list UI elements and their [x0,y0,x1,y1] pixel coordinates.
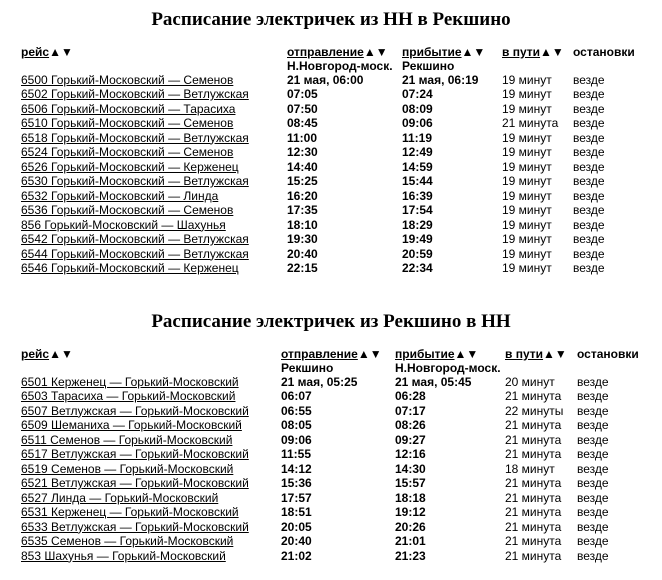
dep-station-label: Н.Новгород-моск. [287,58,393,73]
dep-cell: 06:55 [281,403,312,418]
dep-cell: 08:45 [287,116,318,130]
train-link[interactable]: 6507 Ветлужская — Горький-Московский [21,403,249,418]
train-link[interactable]: 6535 Семенов — Горький-Московский [21,534,234,548]
arr-cell: 15:57 [395,476,426,490]
table-row [21,375,641,390]
sort-link-dur[interactable]: в пути [505,347,544,361]
dep-cell: 17:35 [287,203,318,217]
train-link[interactable]: 6546 Горький-Московский — Керженец [21,261,239,275]
stops-cell: везде [577,548,609,563]
arr-cell: 21 мая, 05:45 [395,374,472,389]
table-row [21,476,641,491]
arr-cell: 18:29 [402,217,433,232]
table-row [21,447,641,462]
stops-cell: везде [573,232,605,246]
train-link[interactable]: 6500 Горький-Московский — Семенов [21,72,234,87]
column-header-train [21,45,73,60]
dep-station-label: Рекшино [281,360,334,375]
stops-cell: везде [573,246,605,261]
dep-cell: 21:02 [281,548,312,563]
sort-link-train[interactable]: рейс [21,45,50,59]
schedule-table-to-nn [21,347,641,563]
arr-cell: 09:27 [395,432,426,447]
dep-cell: 18:10 [287,217,318,232]
sort-arrows-icon[interactable]: ▲▼ [363,45,388,59]
dur-cell: 21 минута [505,505,562,519]
table-row [21,131,641,146]
stops-cell: везде [573,217,605,232]
stops-cell: везде [577,505,609,519]
train-link[interactable]: 6511 Семенов — Горький-Московский [21,432,233,447]
dur-cell: 21 минута [502,116,559,130]
table-row [21,549,641,564]
table-row [21,232,641,247]
dep-cell: 20:05 [281,519,312,534]
stops-cell: везде [573,130,605,145]
table-row [21,174,641,189]
dep-cell: 21 мая, 05:25 [281,374,358,389]
arr-cell: 16:39 [402,188,433,203]
stops-cell: везде [577,534,609,548]
sort-arrows-icon[interactable]: ▲▼ [357,347,382,361]
arr-cell: 15:44 [402,174,433,188]
arr-cell: 20:26 [395,519,426,534]
sort-link-arr[interactable]: прибытие [402,45,462,59]
dep-cell: 16:20 [287,188,318,203]
schedule-title-to-nn: Расписание электричек из Рекшино в НН [151,311,511,332]
arr-cell: 08:26 [395,418,426,432]
dur-cell: 21 минута [505,476,562,490]
dur-cell: 21 минута [505,519,562,534]
sort-link-arr[interactable]: прибытие [395,347,455,361]
train-link[interactable]: 856 Горький-Московский — Шахунья [21,217,226,232]
stops-cell: везде [577,432,609,447]
train-link[interactable]: 6518 Горький-Московский — Ветлужская [21,130,249,145]
table-row [21,418,641,433]
sort-link-dep[interactable]: отправление [281,347,358,361]
column-header-dur [502,45,564,60]
dep-cell: 19:30 [287,232,318,246]
train-link[interactable]: 6509 Шеманиха — Горький-Московский [21,418,242,432]
train-link[interactable]: 6501 Керженец — Горький-Московский [21,374,239,389]
arr-cell: 19:49 [402,232,433,246]
stops-cell: везде [573,188,605,203]
train-link[interactable]: 6510 Горький-Московский — Семенов [21,116,234,130]
dep-cell: 07:50 [287,101,318,116]
sort-arrows-icon[interactable]: ▲▼ [543,347,567,361]
table-row [21,462,641,477]
train-link[interactable]: 853 Шахунья — Горький-Московский [21,548,226,563]
train-link[interactable]: 6502 Горький-Московский — Ветлужская [21,87,249,101]
dur-cell: 19 минут [502,72,552,87]
sort-arrows-icon[interactable]: ▲▼ [540,45,564,59]
stops-cell: везде [577,519,609,534]
table-row [21,102,641,117]
column-header-dep [281,347,382,362]
dur-cell: 18 минут [505,461,555,476]
dur-cell: 19 минут [502,145,552,159]
dur-cell: 19 минут [502,232,552,246]
arr-cell: 07:24 [402,87,433,101]
dur-cell: 21 минута [505,389,562,403]
stops-cell: везде [577,418,609,432]
dur-cell: 21 минута [505,447,562,461]
sort-arrows-icon[interactable]: ▲▼ [454,347,479,361]
stops-cell: везде [577,403,609,418]
stops-cell: везде [577,490,609,505]
sort-link-train[interactable]: рейс [21,347,50,361]
stops-cell: везде [573,116,605,130]
header-row [21,45,641,60]
arr-cell: 22:34 [402,261,433,275]
train-link[interactable]: 6506 Горький-Московский — Тарасиха [21,101,236,116]
train-link[interactable]: 6542 Горький-Московский — Ветлужская [21,232,249,246]
table-row [21,491,641,506]
column-header-dep [287,45,388,60]
train-link[interactable]: 6503 Тарасиха — Горький-Московский [21,389,236,403]
train-link[interactable]: 6536 Горький-Московский — Семенов [21,203,234,217]
arr-cell: 21:23 [395,548,426,563]
arr-cell: 18:18 [395,490,426,505]
train-link[interactable]: 6530 Горький-Московский — Ветлужская [21,174,249,188]
sort-link-dep[interactable]: отправление [287,45,364,59]
stops-cell: везде [573,101,605,116]
table-row [21,87,641,102]
column-header-stops: остановки [577,347,639,361]
stops-cell: везде [573,203,605,217]
arr-cell: 12:49 [402,145,433,159]
train-link[interactable]: 6519 Семенов — Горький-Московский [21,461,234,476]
table-row [21,203,641,218]
dur-cell: 21 минута [505,418,562,432]
dep-cell: 15:25 [287,174,318,188]
table-row [21,534,641,549]
arr-cell: 06:28 [395,389,426,403]
dep-cell: 09:06 [281,432,312,447]
dur-cell: 19 минут [502,261,552,275]
stops-cell: везде [577,461,609,476]
dur-cell: 21 минута [505,534,562,548]
train-link[interactable]: 6521 Ветлужская — Горький-Московский [21,476,249,490]
sort-arrows-icon[interactable]: ▲▼ [49,45,73,59]
table-row [21,520,641,535]
table-row [21,261,641,276]
arr-cell: 14:30 [395,461,426,476]
header-row [21,347,641,362]
dep-cell: 21 мая, 06:00 [287,72,364,87]
dep-cell: 14:12 [281,461,312,476]
arr-cell: 08:09 [402,101,433,116]
dur-cell: 19 минут [502,246,552,261]
dur-cell: 19 минут [502,188,552,203]
sort-link-dur[interactable]: в пути [502,45,541,59]
dur-cell: 19 минут [502,174,552,188]
stops-cell: везде [577,389,609,403]
dur-cell: 21 минута [505,490,562,505]
train-link[interactable]: 6524 Горький-Московский — Семенов [21,145,234,159]
dep-cell: 20:40 [281,534,312,548]
column-header-dur [505,347,567,362]
table-row [21,189,641,204]
arr-cell: 12:16 [395,447,426,461]
dur-cell: 19 минут [502,217,552,232]
arr-cell: 20:59 [402,246,433,261]
stops-cell: везде [573,159,605,174]
stops-cell: везде [577,374,609,389]
stops-cell: везде [573,72,605,87]
column-header-arr [395,347,478,362]
dur-cell: 19 минут [502,87,552,101]
column-header-arr [402,45,485,60]
table-row [21,218,641,233]
table-row [21,404,641,419]
arr-cell: 19:12 [395,505,426,519]
arr-station-label: Н.Новгород-моск. [395,360,501,375]
dep-cell: 20:40 [287,246,318,261]
train-link[interactable]: 6533 Ветлужская — Горький-Московский [21,519,249,534]
stops-cell: везде [577,476,609,490]
dep-cell: 11:00 [287,130,318,145]
table-row [21,505,641,520]
arr-cell: 09:06 [402,116,433,130]
stops-cell: везде [573,174,605,188]
dep-cell: 11:55 [281,447,312,461]
dur-cell: 21 минута [505,432,562,447]
dep-cell: 17:57 [281,490,312,505]
column-header-stops: остановки [573,45,635,59]
table-row [21,433,641,448]
stops-cell: везде [577,447,609,461]
dep-cell: 08:05 [281,418,312,432]
schedule-title-to-rekshino: Расписание электричек из НН в Рекшино [151,9,511,30]
arr-cell: 21:01 [395,534,426,548]
arr-cell: 14:59 [402,159,433,174]
schedule-table-to-rekshino [21,45,641,276]
dep-cell: 18:51 [281,505,312,519]
table-row [21,116,641,131]
dur-cell: 22 минуты [505,403,564,418]
table-row [21,389,641,404]
stops-cell: везде [573,261,605,275]
sort-arrows-icon[interactable]: ▲▼ [461,45,486,59]
dep-cell: 15:36 [281,476,312,490]
dep-cell: 22:15 [287,261,318,275]
column-header-train [21,347,73,362]
dep-cell: 12:30 [287,145,318,159]
arr-cell: 07:17 [395,403,426,418]
dep-cell: 14:40 [287,159,318,174]
dur-cell: 20 минут [505,374,555,389]
dur-cell: 19 минут [502,159,552,174]
station-row [21,60,641,73]
dur-cell: 19 минут [502,101,552,116]
arr-station-label: Рекшино [402,58,455,73]
station-row [21,362,641,375]
arr-cell: 11:19 [402,130,433,145]
table-row [21,145,641,160]
dep-cell: 07:05 [287,87,318,101]
dep-cell: 06:07 [281,389,312,403]
train-link[interactable]: 6531 Керженец — Горький-Московский [21,505,239,519]
sort-arrows-icon[interactable]: ▲▼ [49,347,73,361]
train-link[interactable]: 6532 Горький-Московский — Линда [21,188,219,203]
train-link[interactable]: 6527 Линда — Горький-Московский [21,490,219,505]
stops-cell: везде [573,145,605,159]
arr-cell: 21 мая, 06:19 [402,72,479,87]
table-row [21,160,641,175]
train-link[interactable]: 6517 Ветлужская — Горький-Московский [21,447,249,461]
train-link[interactable]: 6526 Горький-Московский — Керженец [21,159,239,174]
table-row [21,247,641,262]
dur-cell: 21 минута [505,548,562,563]
table-row [21,73,641,88]
arr-cell: 17:54 [402,203,433,217]
dur-cell: 19 минут [502,203,552,217]
stops-cell: везде [573,87,605,101]
train-link[interactable]: 6544 Горький-Московский — Ветлужская [21,246,249,261]
dur-cell: 19 минут [502,130,552,145]
